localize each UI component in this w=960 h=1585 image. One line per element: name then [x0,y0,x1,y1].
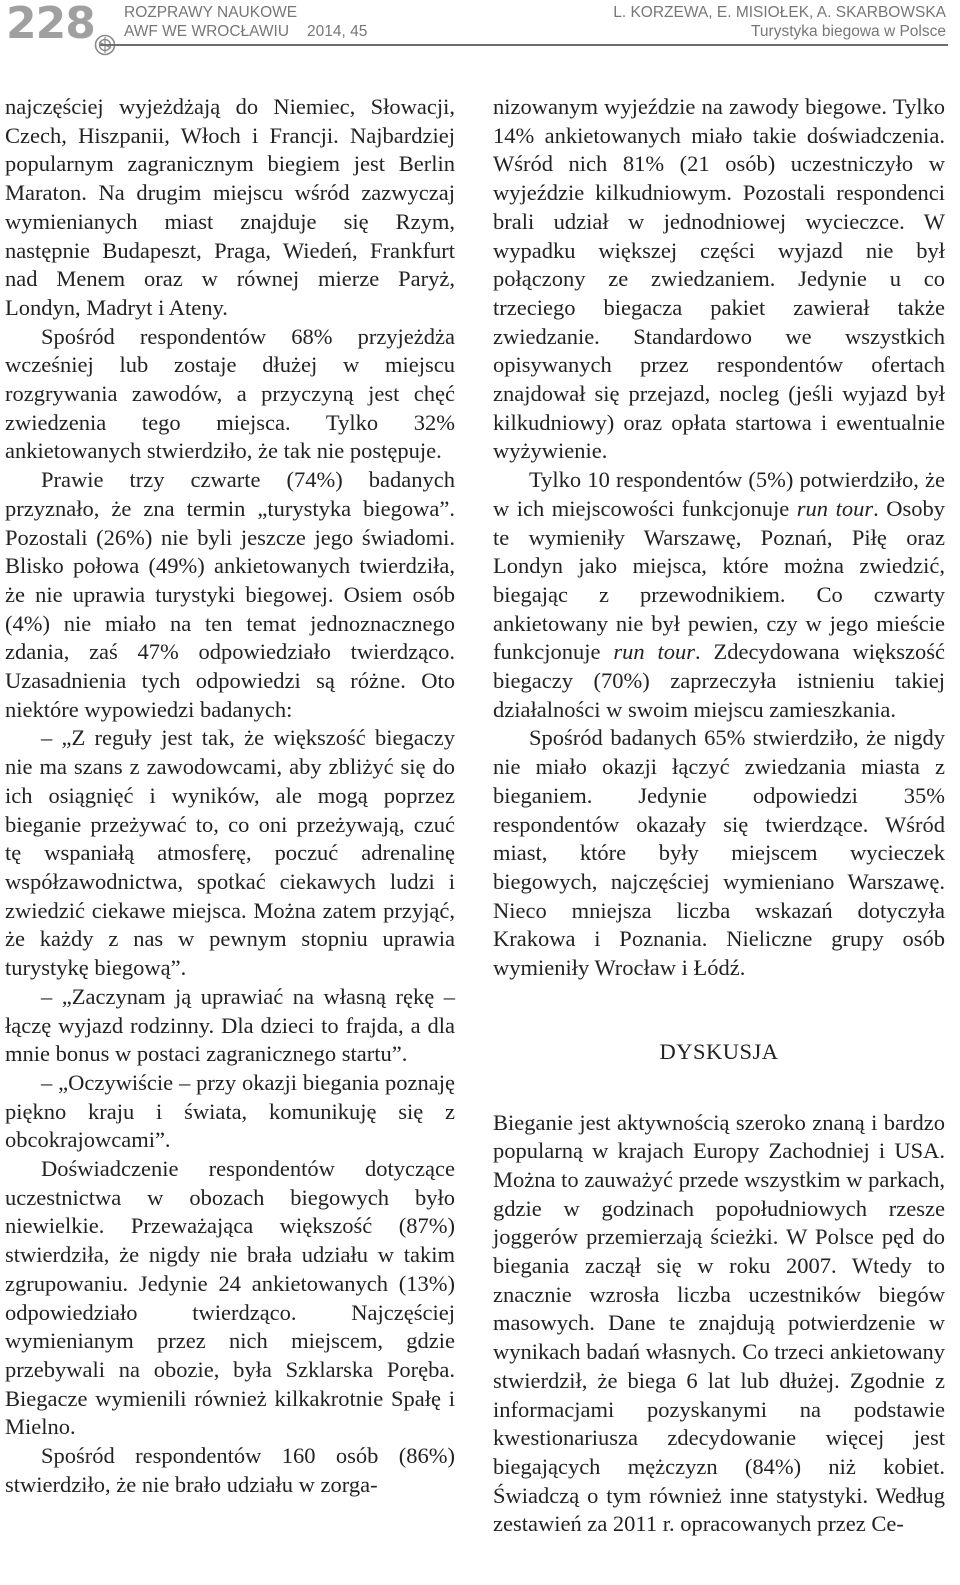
paragraph: Spośród respondentów 160 osób (86%) stwierdziło, że nie brało udziału w zorga- [5,1443,455,1497]
section-heading: DYSKUSJA [659,1038,779,1064]
authors: L. KORZEWA, E. MISIOŁEK, A. SKARBOWSKA [613,4,946,21]
quote-paragraph: – „Oczywiście – przy okazji biegania poznaję piękno kraju i świata, komunikuję się z obcokrajowcami”. [5,1069,455,1153]
text-run: . Osoby te wymieniły Warszawę, Poznań, Piłę oraz Londyn jako miejsca, które można zwiedzić, biegając z przewodnikiem. Co czwarty ankietowany nie był pewien, czy w jego mieście funkcjonuje [493,495,945,665]
running-header [0,0,960,50]
paragraph: Bieganie jest aktywnością szeroko znaną i bardzo popularną w krajach Europy Zachodniej i USA. Można to zauważyć przede wszystkim w parkach, gdzie w godzinach popołudniowych rzesze joggerów przemierzają ścieżki. W Polsce pęd do biegania zaczął się w roku 2007. Wtedy to znacznie wzrosła liczba uczestników biegów masowych. Dane te znajdują potwierdzenie w wynikach badań własnych. Co trzeci ankietowany stwierdził, że biega 6 lat lub dłużej. Zgodnie z informacjami pozyskanymi na podstawie kwestionariusza zdecydowanie więcej jest biegających mężczyzn (84%) niż kobiet. Świadczą o tym również inne statystyki. Według zestawień za 2011 r. opracowanych przez Ce- [493,1109,945,1537]
journal-line-1: ROZPRAWY NAUKOWE [124,4,298,21]
paragraph: nizowanym wyjeździe na zawody biegowe. Tylko 14% ankietowanych miało takie doświadczenia. Wśród nich 81% (21 osób) uczestniczyło w wyjeździe kilkudniowym. Pozostali respondenci brali udział w jednodniowej wycieczce. W wypadku większej części wyjazd nie był połączony ze zwiedzaniem. Jedynie u co trzeciego biegacza pakiet zawierał także zwiedzanie. Standardowo we wszystkich opisywanych przez respondentów ofertach znajdował się przejazd, nocleg (jeśli wyjazd był kilkudniowy) oraz opłata startowa i ewentualnie wyżywienie. [493,94,945,464]
italic-term: run tour [613,639,695,665]
article-authors-block [613,3,946,41]
paragraph [493,466,945,724]
paragraph: Doświadczenie respondentów dotyczące uczestnictwa w obozach biegowych było niewielkie. Przeważająca większość (87%) stwierdziła, że nigdy nie brała udziału w takim zgrupowaniu. Jedynie 24 ankietowanych (13%) odpowiedziało twierdząco. Najczęściej wymienianym przez nich miejscem, gdzie przebywali na obozie, była Szklarska Poręba. Biegacze wymienili również kilkakrotnie Spałę i Mielno. [5,1156,455,1440]
left-column [5,93,455,1499]
paragraph: najczęściej wyjeżdżają do Niemiec, Słowacji, Czech, Hiszpanii, Włoch i Francji. Najbardziej popularnym zagranicznym biegiem jest Berlin Maraton. Na drugim miejscu wśród zazwyczaj wymienianych miast znajduje się Rzym, następnie Budapeszt, Praga, Wiedeń, Frankfurt nad Menem oraz w równej mierze Paryż, Londyn, Madryt i Ateny. [5,94,455,320]
short-title: Turystyka biegowa w Polsce [751,23,946,40]
journal-name [124,3,367,41]
year-volume: 2014, 45 [307,23,368,40]
header-rule [100,44,948,46]
journal-line-2: AWF WE WROCŁAWIU [124,23,290,40]
quote-paragraph: – „Z reguły jest tak, że większość biegaczy nie ma szans z zawodowcami, aby zbliżyć się do ich osiągnięć i wyników, ale mogą poprzez bieganie przeżywać to, co oni przeżywają, czuć tę wspaniałą atmosferę, poczuć adrenalinę współzawodnictwa, spotkać ciekawych ludzi i zwiedzić ciekawe miejsca. Można zatem przyjąć, że każdy z nas w pewnym stopniu uprawia turystykę biegową”. [5,725,455,981]
text-run: . Zdecydowana większość biegaczy (70%) zaprzeczyła istnieniu takiej działalności w swoim miejscu zamieszkania. [493,639,946,722]
page-number: 228 [6,0,95,49]
paragraph: Spośród badanych 65% stwierdziło, że nigdy nie miało okazji łączyć zwiedzania miasta z bieganiem. Jedynie odpowiedzi 35% respondentów okazały się twierdzące. Wśród miast, które były miejscem wycieczek biegowych, najczęściej wymieniano Warszawę. Nieco mniejsza liczba wskazań dotyczyła Krakowa i Poznania. Nieliczne grupy osób wymieniły Wrocław i Łódź. [493,725,945,981]
right-column [493,93,945,1539]
paragraph: Prawie trzy czwarte (74%) badanych przyznało, że zna termin „turystyka biegowa”. Pozostali (26%) nie byli jeszcze jego świadomi. Blisko połowa (49%) ankietowanych twierdziła, że nie uprawia turystyki biegowej. Osiem osób (4%) nie miało na ten temat jednoznacznego zdania, zaś 47% odpowiedziało twierdząco. Uzasadnienia tych odpowiedzi są różne. Oto niektóre wypowiedzi badanych: [5,467,455,722]
quote-paragraph: – „Zaczynam ją uprawiać na własną rękę – łączę wyjazd rodzinny. Dla dzieci to frajda, a dla mnie bonus w postaci zagranicznego startu”. [5,983,455,1067]
text-run: Tylko 10 respondentów (5%) potwierdziło, że w ich miejscowości funkcjonuje [493,467,945,521]
paragraph: Spośród respondentów 68% przyjeżdża wcześniej lub zostaje dłużej w miejscu rozgrywania zawodów, a przyczyną jest chęć zwiedzenia tego miejsca. Tylko 32% ankietowanych stwierdziło, że tak nie postępuje. [5,323,455,464]
italic-term: run tour [796,495,874,521]
